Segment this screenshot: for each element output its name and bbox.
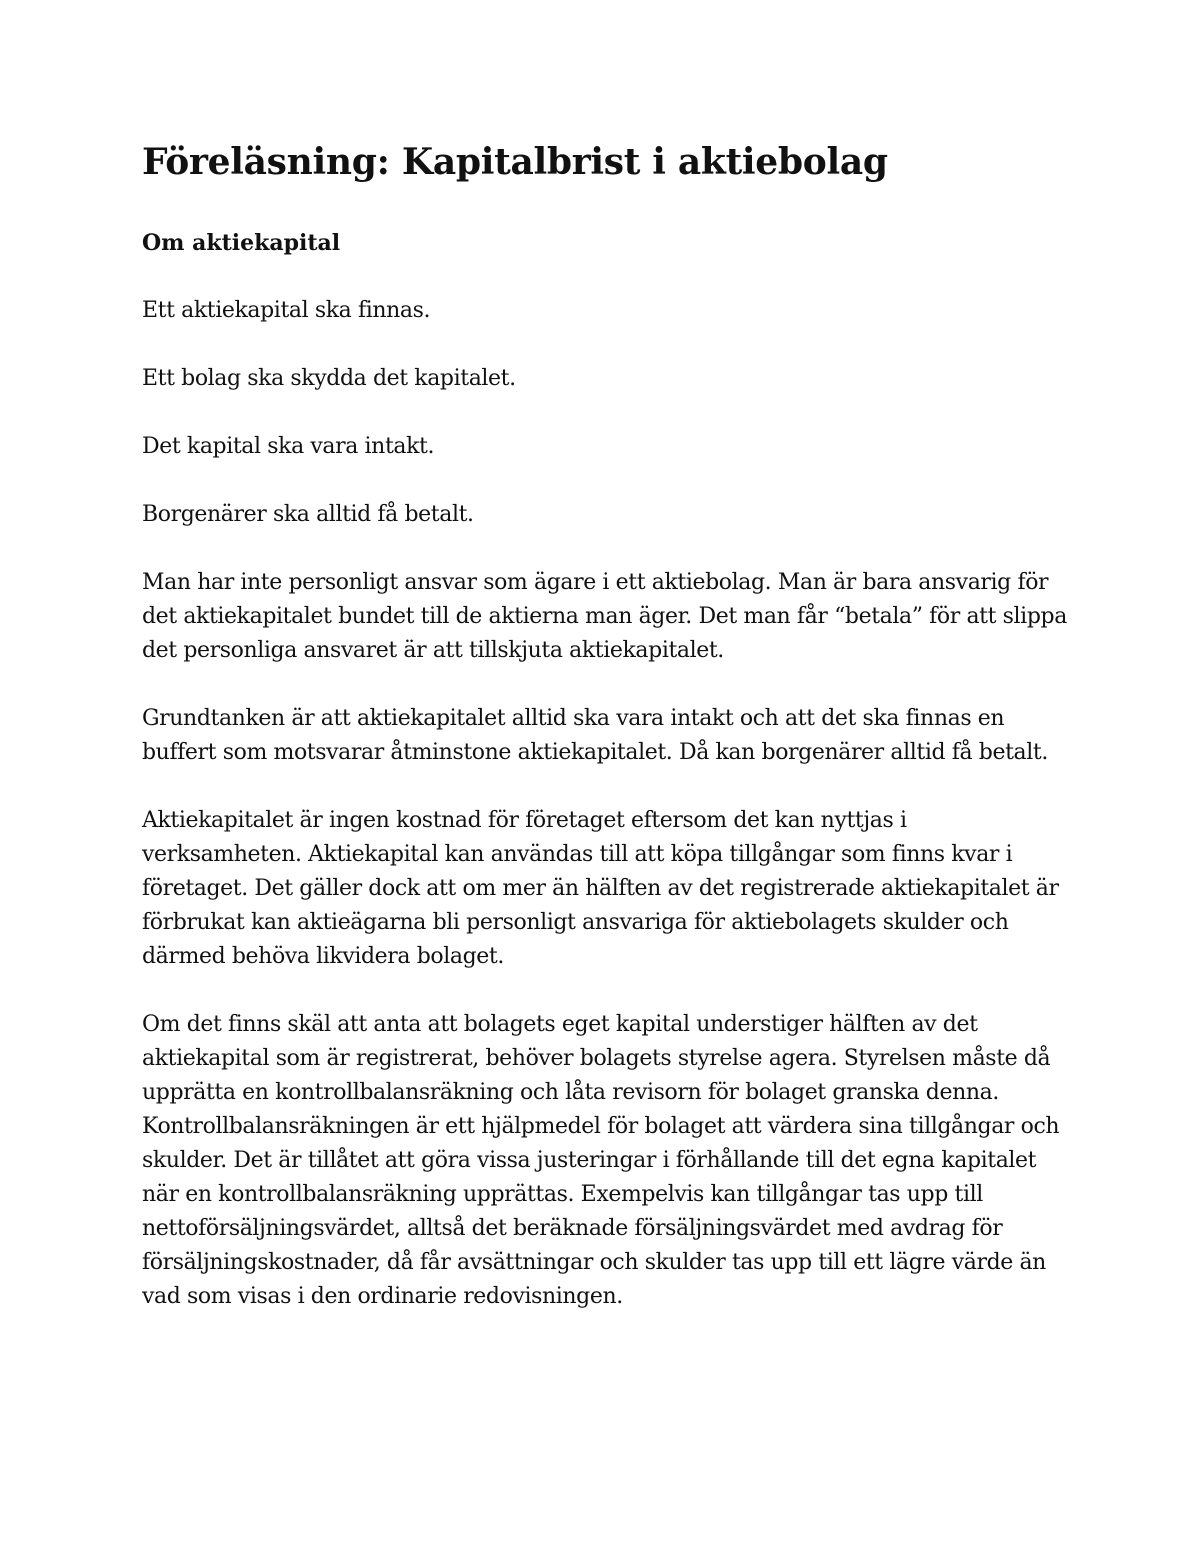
- document-page: [142, 138, 1072, 1348]
- paragraph-5: Man har inte personligt ansvar som ägare i ett aktiebolag. Man är bara ansvarig för det aktiekapitalet bundet till de aktierna man äger. Det man får “betala” för att slippa det personliga ansvaret är att tillskjuta aktiekapitalet.: [142, 570, 1067, 663]
- paragraph-6: Grundtanken är att aktiekapitalet alltid ska vara intakt och att det ska finnas en buffert som motsvarar åtminstone aktiekapitalet. Då kan borgenärer alltid få betalt.: [142, 706, 1048, 765]
- paragraph-4: Borgenärer ska alltid få betalt.: [142, 502, 474, 527]
- section-heading: Om aktiekapital: [142, 230, 341, 256]
- paragraph-1: Ett aktiekapital ska finnas.: [142, 298, 431, 323]
- document-title: Föreläsning: Kapitalbrist i aktiebolag: [142, 141, 888, 183]
- paragraph-7: Aktiekapitalet är ingen kostnad för företaget eftersom det kan nyttjas i verksamheten. Aktiekapital kan användas till att köpa tillgångar som finns kvar i företaget. Det gäller dock att om mer än hälften av det registrerade aktiekapitalet är förbrukat kan aktieägarna bli personligt ansvariga för aktiebolagets skulder och därmed behöva likvidera bolaget.: [142, 808, 1059, 969]
- paragraph-8: Om det finns skäl att anta att bolagets eget kapital understiger hälften av det aktiekapital som är registrerat, behöver bolagets styrelse agera. Styrelsen måste då upprätta en kontrollbalansräkning och låta revisorn för bolaget granska denna. Kontrollbalansräkningen är ett hjälpmedel för bolaget att värdera sina tillgångar och skulder. Det är tillåtet att göra vissa justeringar i förhållande till det egna kapitalet när en kontrollbalansräkning upprättas. Exempelvis kan tillgångar tas upp till nettoförsäljningsvärdet, alltså det beräknade försäljningsvärdet med avdrag för försäljningskostnader, då får avsättningar och skulder tas upp till ett lägre värde än vad som visas i den ordinarie redovisningen.: [142, 1012, 1060, 1309]
- paragraph-2: Ett bolag ska skydda det kapitalet.: [142, 366, 516, 391]
- paragraph-3: Det kapital ska vara intakt.: [142, 434, 435, 459]
